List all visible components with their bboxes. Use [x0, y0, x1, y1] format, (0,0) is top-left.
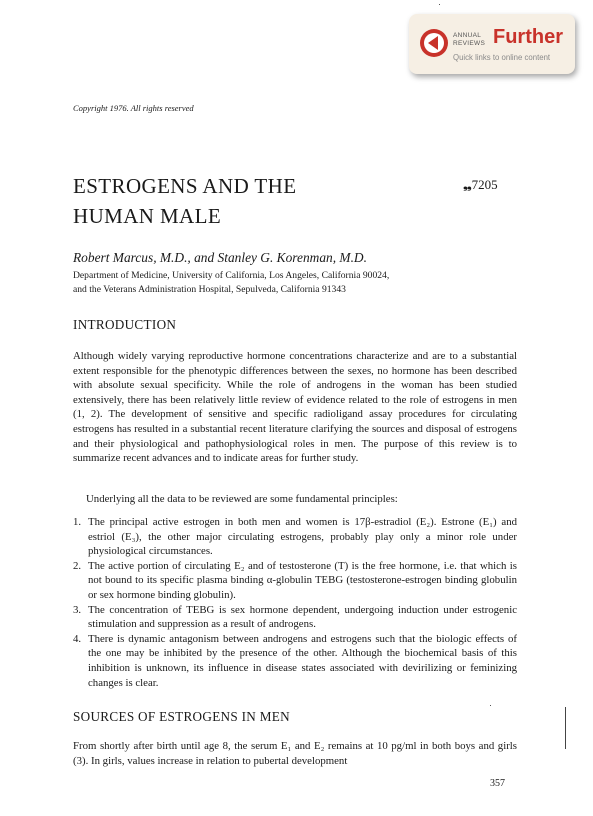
title-line2: HUMAN MALE [73, 204, 222, 228]
list-item-text: The concentration of TEBG is sex hormone dependent, undergoing induction under estrogenic stimulation and suppression as a result of androgens. [88, 603, 517, 631]
section-heading-introduction: INTRODUCTION [73, 317, 177, 332]
principles-list [73, 515, 517, 690]
publisher-line2: REVIEWS [453, 39, 486, 47]
affiliation-line1: Department of Medicine, University of California, Los Angeles, California 90024, [73, 270, 390, 281]
list-item-text: The principal active estrogen in both men and women is 17β-estradiol (E₂). Estrone (E₁) and estriol (E₃), the other major circulating estrogens, probably play only a minor role under physiological circumstances. [88, 516, 517, 558]
scan-edge-mark [565, 707, 566, 749]
list-item [73, 603, 517, 632]
arrow-left-icon [419, 28, 449, 58]
further-brand[interactable]: Further [493, 26, 563, 48]
list-item-number: 1. [73, 516, 82, 528]
page-number: 357 [490, 778, 505, 789]
quick-links-tagline[interactable]: Quick links to online content [453, 53, 551, 62]
article-id: ❠7205 [463, 177, 498, 192]
author-list: Robert Marcus, M.D., and Stanley G. Korenman, M.D. [73, 250, 367, 265]
affiliation-line2: and the Veterans Administration Hospital, Sepulveda, California 91343 [73, 284, 346, 295]
further-badge[interactable] [409, 14, 575, 74]
publisher-line1: ANNUAL [453, 32, 482, 39]
list-item [73, 515, 517, 559]
list-item-number: 2. [73, 559, 82, 572]
list-item [73, 632, 517, 690]
title-line1: ESTROGENS AND THE [73, 174, 297, 198]
section-heading-sources: SOURCES OF ESTROGENS IN MEN [73, 709, 290, 724]
publisher-name [453, 32, 493, 47]
list-item [73, 559, 517, 603]
affiliation [73, 269, 389, 297]
scan-speck [439, 4, 440, 5]
list-item-text: There is dynamic antagonism between androgens and estrogens such that the biologic effects of the one may be inhibited by the presence of the other. Although the biochemical basis of this inhibition is unknown, its influence in disease states associated with devirilizing or feminizing changes is clear. [88, 632, 517, 689]
principles-intro: Underlying all the data to be reviewed are some fundamental principles: [86, 493, 398, 505]
list-item-text: The active portion of circulating E₂ and of testosterone (T) is the free hormone, i.e. that which is not bound to its specific plasma binding α-globulin TEBG (testosterone-estrogen binding globulin or sex hormone binding globulin). [88, 559, 517, 601]
copyright-notice: Copyright 1976. All rights reserved [73, 103, 194, 113]
list-item-number: 3. [73, 603, 82, 616]
sources-paragraph: From shortly after birth until age 8, the serum E₁ and E₂ remains at 10 pg/ml in both boys and girls (3). In girls, values increase in relation to pubertal development [73, 740, 517, 767]
list-item-number: 4. [73, 632, 82, 645]
article-title [73, 171, 403, 231]
intro-paragraph: Although widely varying reproductive hormone concentrations characterize and are to a substantial extent responsible for the phenotypic differences between the sexes, no hormone has been described with absolute sexual specificity. While the role of androgens in the woman has been studied extensively, there has been relatively little review of evidence related to the role of estrogens in men (1, 2). The development of sensitive and specific radioligand assay procedures for circulating estrogens has resulted in a substantial recent literature clarifying the sources and disposal of estrogens and their physiological and pathophysiological roles in men. The purpose of this review is to summarize recent advances and to indicate areas for further study. [73, 350, 517, 465]
scan-speck [490, 705, 491, 706]
